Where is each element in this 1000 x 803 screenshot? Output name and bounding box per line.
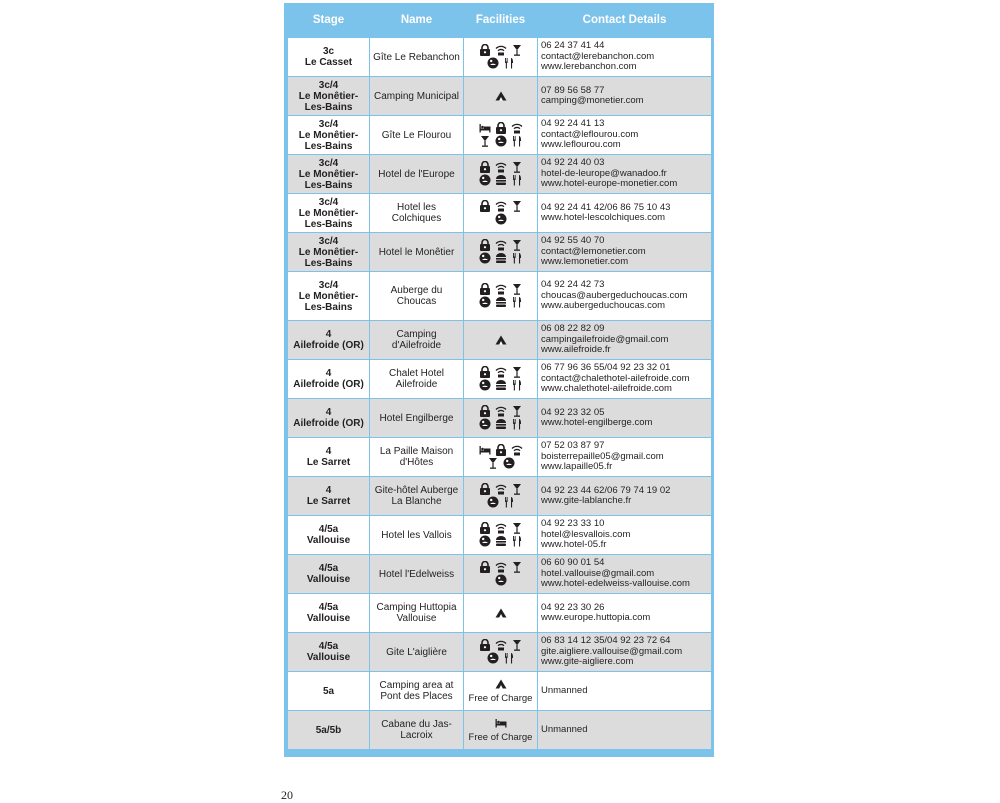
stage-cell xyxy=(288,38,370,77)
lunch-icon xyxy=(495,535,507,547)
name-cell: Hotel Engilberge xyxy=(370,399,464,438)
bed-icon xyxy=(479,444,491,456)
contact-cell xyxy=(538,516,712,555)
restaurant-icon xyxy=(511,535,523,547)
lock-icon xyxy=(479,283,491,295)
stage-line: Ailefroide (OR) xyxy=(293,379,364,390)
restaurant-icon xyxy=(503,57,515,69)
facilities-cell xyxy=(464,399,538,438)
stage-line: 4 xyxy=(325,407,332,418)
stage-cell xyxy=(288,399,370,438)
stage-cell xyxy=(288,594,370,633)
stage-line: 3c/4 xyxy=(318,235,339,247)
facilities-cell xyxy=(464,516,538,555)
table-row xyxy=(288,38,712,77)
table-row xyxy=(288,77,712,116)
page-number: 20 xyxy=(281,788,293,802)
contact-cell xyxy=(538,555,712,594)
contact-line: 06 77 96 36 55/04 92 23 32 01 xyxy=(541,362,671,374)
contact-line: 07 89 56 58 77 xyxy=(541,84,605,96)
stage-cell xyxy=(288,477,370,516)
lunch-icon xyxy=(495,379,507,391)
name-cell: Hotel les Colchiques xyxy=(370,194,464,233)
lock-icon xyxy=(495,122,507,134)
tent-icon xyxy=(495,334,507,346)
bar-icon xyxy=(511,561,523,573)
facilities-cell xyxy=(464,360,538,399)
name-cell: Camping area at Pont des Places xyxy=(370,672,464,711)
facilities-cell xyxy=(464,633,538,672)
stage-cell xyxy=(288,272,370,321)
name-cell: Gîte Le Rebanchon xyxy=(370,38,464,77)
breakfast-icon xyxy=(479,535,491,547)
facilities-cell xyxy=(464,477,538,516)
lunch-icon xyxy=(495,252,507,264)
stage-cell xyxy=(288,155,370,194)
contact-cell xyxy=(538,477,712,516)
name-cell: Gite L'aiglière xyxy=(370,633,464,672)
stage-line: 3c/4 xyxy=(318,118,339,130)
contact-line: 06 60 90 01 54 xyxy=(541,557,605,569)
table-row xyxy=(288,477,712,516)
table-row xyxy=(288,516,712,555)
header-name: Name xyxy=(370,3,464,38)
contact-cell xyxy=(538,594,712,633)
header-contact-details: Contact Details xyxy=(538,3,712,38)
contact-line: www.hotel-lescolchiques.com xyxy=(541,212,666,223)
lock-icon xyxy=(479,44,491,56)
stage-line: 4/5a xyxy=(318,524,339,535)
restaurant-icon xyxy=(511,379,523,391)
bar-icon xyxy=(511,483,523,495)
table-row xyxy=(288,555,712,594)
name-cell: Camping d'Ailefroide xyxy=(370,321,464,360)
table-row xyxy=(288,194,712,233)
lock-icon xyxy=(479,405,491,417)
wifi-icon xyxy=(495,561,507,573)
lock-icon xyxy=(479,639,491,651)
bar-icon xyxy=(487,457,499,469)
contact-line: www.europe.huttopia.com xyxy=(541,612,651,623)
contact-line: Unmanned xyxy=(541,684,588,696)
bar-icon xyxy=(511,366,523,378)
contact-line: 04 92 23 44 62/06 79 74 19 02 xyxy=(541,484,671,496)
breakfast-icon xyxy=(479,418,491,430)
facilities-cell xyxy=(464,38,538,77)
stage-line: Ailefroide (OR) xyxy=(293,418,364,429)
breakfast-icon xyxy=(487,57,499,69)
breakfast-icon xyxy=(479,296,491,308)
header-stage: Stage xyxy=(288,3,370,38)
breakfast-icon xyxy=(479,174,491,186)
stage-line: Vallouise xyxy=(306,613,351,624)
contact-line: 04 92 24 41 13 xyxy=(541,118,605,130)
bar-icon xyxy=(511,405,523,417)
table-row xyxy=(288,711,712,750)
stage-line: 4/5a xyxy=(318,563,339,574)
stage-line: Le Monêtier- xyxy=(298,207,359,219)
table-row xyxy=(288,321,712,360)
lunch-icon xyxy=(495,296,507,308)
bar-icon xyxy=(511,161,523,173)
table-row xyxy=(288,272,712,321)
contact-line: www.hotel-engilberge.com xyxy=(541,417,653,428)
name-cell: Cabane du Jas-Lacroix xyxy=(370,711,464,750)
stage-line: 3c/4 xyxy=(318,79,339,91)
restaurant-icon xyxy=(511,135,523,147)
stage-cell xyxy=(288,516,370,555)
lock-icon xyxy=(479,200,491,212)
wifi-icon xyxy=(495,239,507,251)
table-row xyxy=(288,633,712,672)
table-row xyxy=(288,594,712,633)
tent-icon xyxy=(495,607,507,619)
wifi-icon xyxy=(511,122,523,134)
table-row xyxy=(288,360,712,399)
contact-cell xyxy=(538,272,712,321)
free-of-charge-label: Free of Charge xyxy=(468,732,533,743)
contact-cell xyxy=(538,233,712,272)
facilities-cell xyxy=(464,155,538,194)
table-row xyxy=(288,155,712,194)
facilities-cell xyxy=(464,233,538,272)
wifi-icon xyxy=(495,639,507,651)
stage-line: Les-Bains xyxy=(304,257,353,269)
header-facilities: Facilities xyxy=(464,3,538,38)
restaurant-icon xyxy=(503,496,515,508)
breakfast-icon xyxy=(495,574,507,586)
contact-cell xyxy=(538,194,712,233)
bar-icon xyxy=(511,44,523,56)
wifi-icon xyxy=(495,200,507,212)
contact-cell xyxy=(538,77,712,116)
contact-line: www.gite-aigliere.com xyxy=(541,656,634,668)
facilities-cell xyxy=(464,321,538,360)
contact-line: 07 52 03 87 97 xyxy=(541,440,605,452)
name-cell: Gîte Le Flourou xyxy=(370,116,464,155)
wifi-icon xyxy=(495,161,507,173)
contact-cell xyxy=(538,672,712,711)
stage-line: Les-Bains xyxy=(304,301,353,313)
name-cell: Chalet Hotel Ailefroide xyxy=(370,360,464,399)
lock-icon xyxy=(479,522,491,534)
stage-line: 4 xyxy=(325,329,332,340)
contact-line: contact@leflourou.com xyxy=(541,128,639,140)
stage-cell xyxy=(288,555,370,594)
contact-line: www.gite-lablanche.fr xyxy=(541,495,632,506)
accommodation-table xyxy=(287,3,712,750)
wifi-icon xyxy=(495,483,507,495)
contact-cell xyxy=(538,360,712,399)
stage-line: Le Monêtier- xyxy=(298,129,359,141)
restaurant-icon xyxy=(511,418,523,430)
bar-icon xyxy=(511,639,523,651)
bed-icon xyxy=(495,717,507,729)
table-row xyxy=(288,399,712,438)
contact-line: 06 08 22 82 09 xyxy=(541,323,605,335)
stage-cell xyxy=(288,633,370,672)
lock-icon xyxy=(479,239,491,251)
contact-line: hotel@lesvallois.com xyxy=(541,528,631,540)
bar-icon xyxy=(511,522,523,534)
free-of-charge-label: Free of Charge xyxy=(468,693,533,704)
contact-line: 04 92 23 33 10 xyxy=(541,518,605,530)
stage-cell xyxy=(288,233,370,272)
name-cell: La Paille Maison d'Hôtes xyxy=(370,438,464,477)
name-cell: Hotel le Monêtier xyxy=(370,233,464,272)
stage-line: Le Sarret xyxy=(306,496,351,507)
facilities-cell xyxy=(464,272,538,321)
lock-icon xyxy=(479,161,491,173)
stage-line: 4 xyxy=(325,485,332,496)
stage-cell xyxy=(288,194,370,233)
wifi-icon xyxy=(495,522,507,534)
stage-cell xyxy=(288,711,370,750)
breakfast-icon xyxy=(487,652,499,664)
stage-line: Le Sarret xyxy=(306,457,351,468)
contact-line: 04 92 23 30 26 xyxy=(541,601,605,613)
breakfast-icon xyxy=(479,379,491,391)
name-cell: Hotel l'Edelweiss xyxy=(370,555,464,594)
bar-icon xyxy=(511,239,523,251)
facilities-cell xyxy=(464,116,538,155)
stage-line: 5a xyxy=(322,685,335,697)
wifi-icon xyxy=(495,366,507,378)
facilities-cell xyxy=(464,672,538,711)
stage-line: 3c xyxy=(322,46,335,57)
name-cell: Camping Huttopia Vallouise xyxy=(370,594,464,633)
facilities-cell xyxy=(464,194,538,233)
contact-line: www.lapaille05.fr xyxy=(541,461,613,473)
name-cell: Hotel de l'Europe xyxy=(370,155,464,194)
lock-icon xyxy=(479,483,491,495)
restaurant-icon xyxy=(511,296,523,308)
restaurant-icon xyxy=(503,652,515,664)
stage-line: Les-Bains xyxy=(304,218,353,230)
contact-line: contact@lemonetier.com xyxy=(541,245,646,257)
stage-line: Le Monêtier- xyxy=(298,290,359,302)
contact-line: 04 92 23 32 05 xyxy=(541,406,605,418)
stage-line: Le Casset xyxy=(304,57,353,68)
stage-cell xyxy=(288,360,370,399)
breakfast-icon xyxy=(487,496,499,508)
lock-icon xyxy=(495,444,507,456)
contact-cell xyxy=(538,399,712,438)
stage-line: Les-Bains xyxy=(304,140,353,152)
table-row xyxy=(288,672,712,711)
contact-line: www.ailefroide.fr xyxy=(541,344,611,356)
lock-icon xyxy=(479,561,491,573)
restaurant-icon xyxy=(511,174,523,186)
breakfast-icon xyxy=(495,135,507,147)
stage-cell xyxy=(288,672,370,711)
contact-cell xyxy=(538,38,712,77)
stage-line: 4 xyxy=(325,446,332,457)
contact-line: choucas@aubergeduchoucas.com xyxy=(541,289,688,301)
facilities-cell xyxy=(464,438,538,477)
table-row xyxy=(288,233,712,272)
tent-icon xyxy=(495,678,507,690)
stage-line: 5a/5b xyxy=(315,724,342,736)
contact-line: www.hotel-europe-monetier.com xyxy=(541,178,678,190)
stage-cell xyxy=(288,77,370,116)
stage-line: Les-Bains xyxy=(304,101,353,113)
name-cell: Hotel les Vallois xyxy=(370,516,464,555)
stage-line: Ailefroide (OR) xyxy=(293,340,364,351)
bed-icon xyxy=(479,122,491,134)
contact-line: 04 92 24 42 73 xyxy=(541,279,605,291)
stage-line: 4/5a xyxy=(318,602,339,613)
bar-icon xyxy=(511,200,523,212)
contact-line: www.hotel-05.fr xyxy=(541,539,607,551)
stage-line: Vallouise xyxy=(306,574,351,585)
stage-line: Le Monêtier- xyxy=(298,246,359,258)
stage-line: Le Monêtier- xyxy=(298,168,359,180)
wifi-icon xyxy=(495,405,507,417)
wifi-icon xyxy=(511,444,523,456)
table-body xyxy=(288,38,712,750)
bar-icon xyxy=(511,283,523,295)
contact-line: gite.aigliere.vallouise@gmail.com xyxy=(541,645,683,657)
facilities-cell xyxy=(464,555,538,594)
contact-line: campingailefroide@gmail.com xyxy=(541,333,669,345)
contact-cell xyxy=(538,155,712,194)
stage-line: Vallouise xyxy=(306,652,351,663)
contact-line: 04 92 24 41 42/06 86 75 10 43 xyxy=(541,201,671,213)
breakfast-icon xyxy=(479,252,491,264)
contact-line: www.chalethotel-ailefroide.com xyxy=(541,383,672,395)
contact-line: hotel-de-leurope@wanadoo.fr xyxy=(541,167,667,179)
facilities-cell xyxy=(464,594,538,633)
stage-line: 3c/4 xyxy=(318,196,339,208)
stage-line: 3c/4 xyxy=(318,157,339,169)
stage-line: 3c/4 xyxy=(318,279,339,291)
bar-icon xyxy=(479,135,491,147)
contact-line: camping@monetier.com xyxy=(541,95,644,106)
contact-line: 04 92 55 40 70 xyxy=(541,235,605,247)
contact-cell xyxy=(538,321,712,360)
wifi-icon xyxy=(495,283,507,295)
contact-line: www.lemonetier.com xyxy=(541,256,629,268)
breakfast-icon xyxy=(495,213,507,225)
contact-line: boisterrepaille05@gmail.com xyxy=(541,450,664,462)
contact-line: Unmanned xyxy=(541,723,588,735)
contact-cell xyxy=(538,633,712,672)
lunch-icon xyxy=(495,174,507,186)
contact-cell xyxy=(538,116,712,155)
contact-line: www.hotel-edelweiss-vallouise.com xyxy=(541,578,690,590)
contact-line: contact@lerebanchon.com xyxy=(541,50,655,62)
name-cell: Gite-hôtel Auberge La Blanche xyxy=(370,477,464,516)
contact-line: hotel.vallouise@gmail.com xyxy=(541,567,655,579)
contact-line: www.lerebanchon.com xyxy=(541,61,637,73)
lock-icon xyxy=(479,366,491,378)
name-cell: Auberge du Choucas xyxy=(370,272,464,321)
stage-cell xyxy=(288,116,370,155)
facilities-cell xyxy=(464,711,538,750)
accommodation-table-frame xyxy=(284,3,714,757)
facilities-cell xyxy=(464,77,538,116)
wifi-icon xyxy=(495,44,507,56)
contact-line: 06 83 14 12 35/04 92 23 72 64 xyxy=(541,635,671,647)
contact-cell xyxy=(538,711,712,750)
stage-line: Le Monêtier- xyxy=(298,90,359,102)
stage-line: Vallouise xyxy=(306,535,351,546)
stage-cell xyxy=(288,438,370,477)
contact-line: www.leflourou.com xyxy=(541,139,621,151)
stage-line: 4 xyxy=(325,368,332,379)
breakfast-icon xyxy=(503,457,515,469)
tent-icon xyxy=(495,90,507,102)
stage-cell xyxy=(288,321,370,360)
lunch-icon xyxy=(495,418,507,430)
name-cell: Camping Municipal xyxy=(370,77,464,116)
contact-cell xyxy=(538,438,712,477)
contact-line: 06 24 37 41 44 xyxy=(541,40,605,52)
table-row xyxy=(288,438,712,477)
contact-line: www.aubergeduchoucas.com xyxy=(541,300,666,312)
contact-line: contact@chalethotel-ailefroide.com xyxy=(541,372,690,384)
table-row xyxy=(288,116,712,155)
stage-line: 4/5a xyxy=(318,641,339,652)
table-header-row xyxy=(288,3,712,38)
contact-line: 04 92 24 40 03 xyxy=(541,157,605,169)
restaurant-icon xyxy=(511,252,523,264)
stage-line: Les-Bains xyxy=(304,179,353,191)
